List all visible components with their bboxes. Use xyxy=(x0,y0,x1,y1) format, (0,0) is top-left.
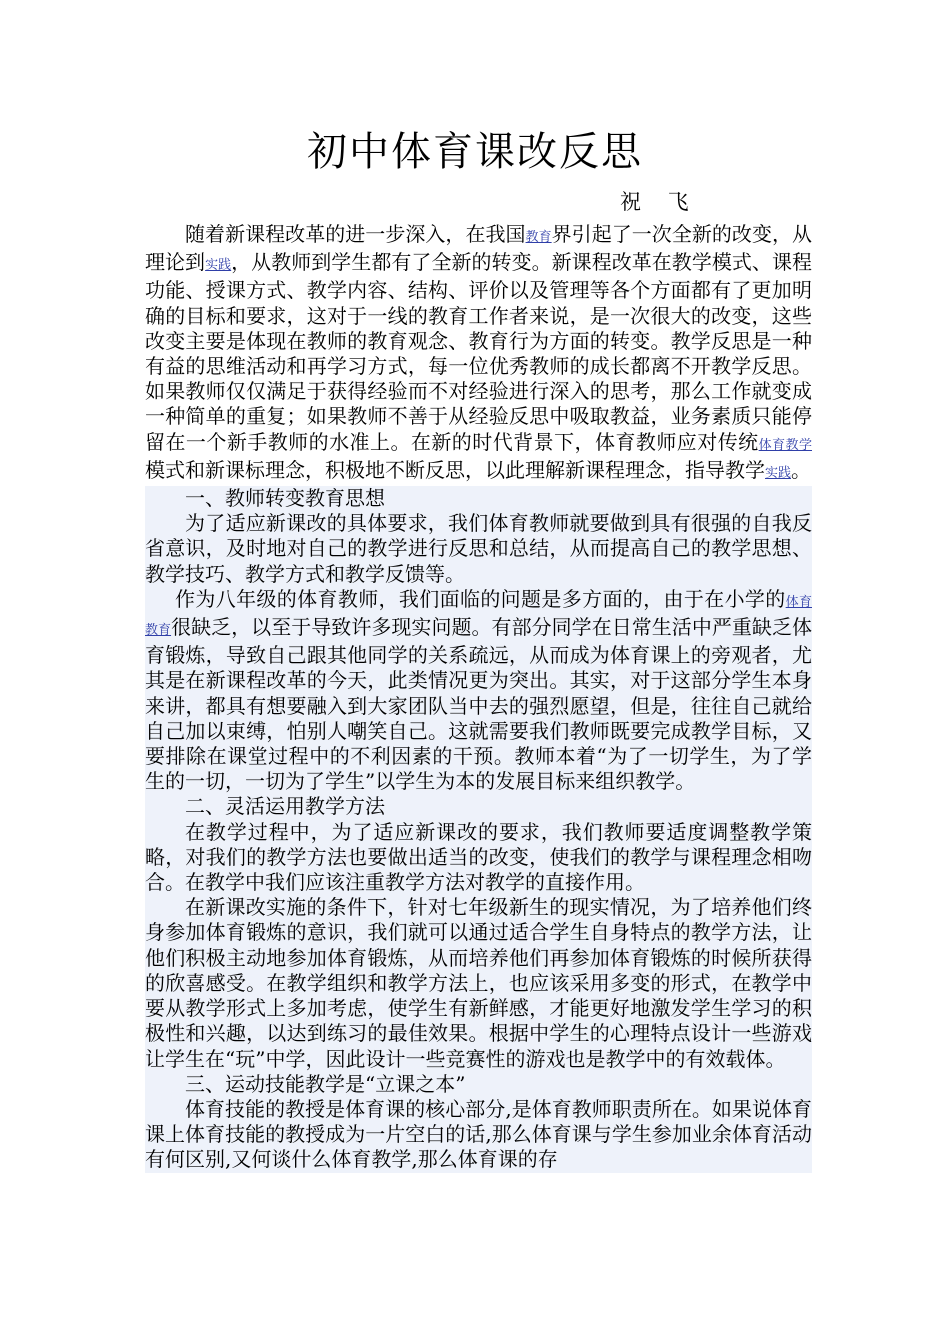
document-body xyxy=(145,222,812,1173)
paragraph-reflection: 为了适应新课改的具体要求，我们体育教师就要做到具有很强的自我反省意识，及时地对自己的教学进行反思和总结，从而提高自己的教学思想、教学技巧、教学方式和教学反馈等。 xyxy=(145,511,812,586)
text-segment: 模式和新课标理念，积极地不断反思，以此理解新课程理念，指导教学 xyxy=(145,457,765,482)
paragraph-teaching-method: 在教学过程中，为了适应新课改的要求，我们教师要适度调整教学策略，对我们的教学方法也要做出适当的改变，使我们的教学与课程理念相吻合。在教学中我们应该注重教学方法对教学的直接作用。 xyxy=(145,819,812,895)
text-segment: 。 xyxy=(791,457,812,482)
paragraph-intro xyxy=(145,222,812,486)
section-heading-1: 一、教师转变教育思想 xyxy=(145,486,812,511)
link-pe-education[interactable]: 体育教育 xyxy=(145,594,812,639)
text-segment: 随着新课程改革的进一步深入，在我国 xyxy=(185,222,526,246)
text-segment: ，从教师到学生都有了全新的转变。新课程改革在教学模式、课程功能、授课方式、教学内容、结构、评价以及管理等各个方面都有了更加明确的目标和要求，这对于一线的教育工作者来说，是一次很大的改变，这些改变主要是体现在教师的教育观念、教育行为方面的转变。教学反思是一种有益的思维活动和再学习方式，每一位优秀教师的成长都离不开教学反思。如果教师仅仅满足于获得经验而不对经验进行深入的思考，那么工作就变成一种简单的重复；如果教师不善于从经验反思中吸取教益，业务素质只能停留在一个新手教师的水准上。在新的时代背景下，体育教师应对传统 xyxy=(145,250,812,454)
paragraph-grade-eight xyxy=(145,587,812,795)
text-segment: 作为八年级的体育教师，我们面临的问题是多方面的，由于在小学的 xyxy=(175,586,786,611)
link-pe-teaching[interactable]: 体育教学 xyxy=(758,437,812,453)
section-heading-3: 三、运动技能教学是“立课之本” xyxy=(145,1072,812,1097)
link-practice[interactable]: 实践 xyxy=(205,258,232,274)
document-title: 初中体育课改反思 xyxy=(307,129,643,175)
paragraph-new-students: 在新课改实施的条件下，针对七年级新生的现实情况，为了培养他们终身参加体育锻炼的意识，我们就可以通过适合学生自身特点的教学方法，让他们积极主动地参加体育锻炼，从而培养他们再参加体育锻炼的时候所获得的欣喜感受。在教学组织和教学方法上，也应该采用多变的形式，在教学中要从教学形式上多加考虑，使学生有新鲜感，才能更好地激发学生学习的积极性和兴趣，以达到练习的最佳效果。根据中学生的心理特点设计一些游戏让学生在“玩”中学，因此设计一些竞赛性的游戏也是教学中的有效载体。 xyxy=(145,895,812,1071)
text-segment: 界引起了一次全新的改变，从理论到 xyxy=(145,222,813,275)
text-segment: 很缺乏，以至于导致许多现实问题。有部分同学在日常生活中严重缺乏体育锻炼，导致自己跟其他同学的关系疏远，从而成为体育课上的旁观者，尤其是在新课程改革的今天，此类情况更为突出。其实，对于这部分学生本身来讲，都具有想要融入到大家团队当中去的强烈愿望，但是，往往自己就给自己加以束缚，怕别人嘲笑自己。这就需要我们教师既要完成教学目标，又要排除在课堂过程中的不利因素的干预。教师本着“为了一切学生，为了学生的一切，一切为了学生”以学生为本的发展目标来组织教学。 xyxy=(145,615,812,794)
link-practice-2[interactable]: 实践 xyxy=(765,465,792,481)
section-heading-2: 二、灵活运用教学方法 xyxy=(145,794,812,819)
author-name: 祝 飞 xyxy=(620,190,699,214)
link-education[interactable]: 教育 xyxy=(525,230,552,245)
paragraph-skills: 体育技能的教授是体育课的核心部分,是体育教师职责所在。如果说体育课上体育技能的教授成为一片空白的话,那么体育课与学生参加业余体育活动有何区别,又何谈什么体育教学,那么体育课的存 xyxy=(145,1096,812,1172)
